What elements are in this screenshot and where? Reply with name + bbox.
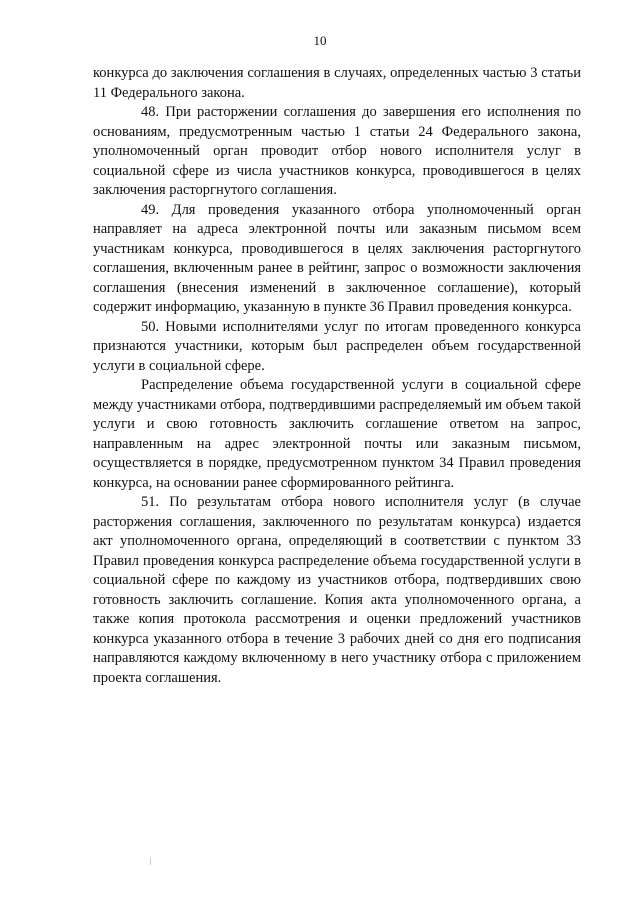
paragraph-49: 49. Для проведения указанного отбора уполномоченный орган направляет на адреса электронной почты или заказным письмом всем участникам конкурса, проводившегося в целях заключения расторгнутого соглашения, включенным ранее в рейтинг, запрос о возможности заключения соглашения (внесения изменений в заключенное соглашение), который содержит информацию, указанную в пункте 36 Правил проведения конкурса.: [93, 201, 581, 315]
document-body: [93, 64, 581, 688]
page-number: 10: [313, 33, 327, 48]
paragraph-continuation: конкурса до заключения соглашения в случаях, определенных частью 3 статьи 11 Федерального закона.: [93, 65, 581, 101]
paragraph-48: 48. При расторжении соглашения до завершения его исполнения по основаниям, предусмотренным частью 1 статьи 24 Федерального закона, уполномоченный орган проводит отбор нового исполнителя услуг в социальной сфере из числа участников конкурса, проводившегося в целях заключения расторгнутого соглашения.: [93, 104, 581, 198]
paragraph-51: 51. По результатам отбора нового исполнителя услуг (в случае расторжения соглашения, заключенного по результатам конкурса) издается акт уполномоченного органа, определяющий в соответствии с пунктом 33 Правил проведения конкурса распределение объема государственной услуги в социальной сфере по каждому из участников отбора, подтвердивших свою готовность заключить соглашение. Копия акта уполномоченного органа, а также копия протокола рассмотрения и оценки предложений участников конкурса указанного отбора в течение 3 рабочих дней со дня его подписания направляются каждому включенному в него участнику отбора с приложением проекта соглашения.: [93, 494, 581, 686]
scan-artifact: [150, 858, 151, 865]
paragraph-50: 50. Новыми исполнителями услуг по итогам проведенного конкурса признаются участники, которым был распределен объем государственной услуги в социальной сфере.: [93, 318, 581, 374]
paragraph-50-distribution: Распределение объема государственной услуги в социальной сфере между участниками отбора, подтвердившими распределяемый им объем такой услуги и свою готовность заключить соглашение ответом на запрос, направленным на адрес электронной почты или заказным письмом, осуществляется в порядке, предусмотренном пунктом 34 Правил проведения конкурса, на основании ранее сформированного рейтинга.: [93, 377, 581, 491]
